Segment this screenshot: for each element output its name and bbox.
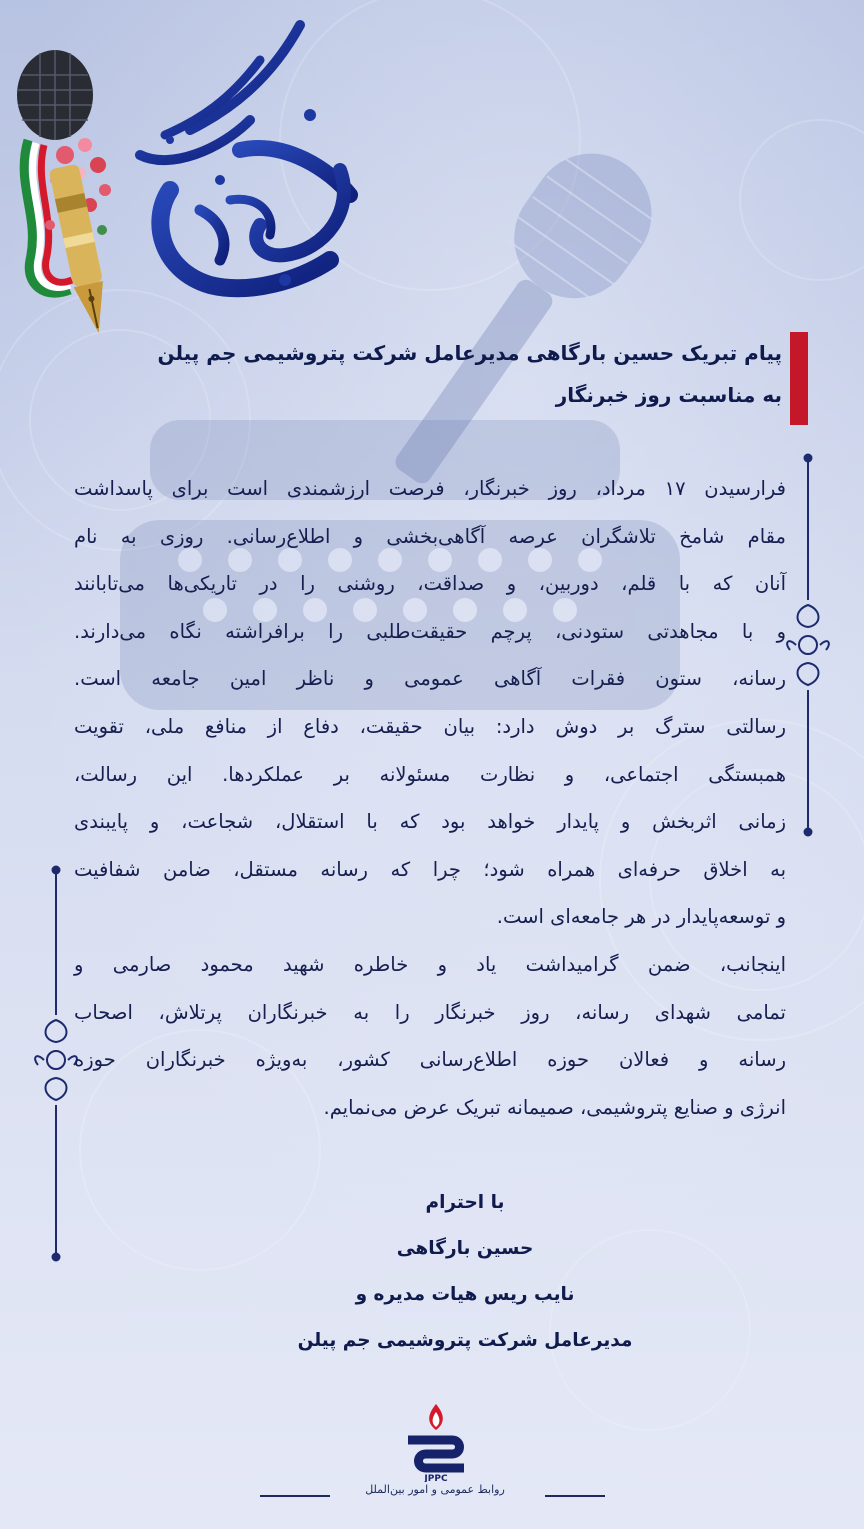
- signature-role-2: مدیرعامل شرکت پتروشیمی جم پیلن: [297, 1330, 633, 1351]
- title-accent-bar: [790, 332, 808, 425]
- body-line: مقام شامخ تلاشگران عرصه آگاهی‌بخشی و اطلاع‌رسانی. روزی به نام: [74, 524, 786, 548]
- body-line: زمانی اثربخش و پایدار خواهد بود که با استقلال، شجاعت، و پایبندی: [74, 810, 786, 834]
- title-line-2: به مناسبت روز خبرنگار: [555, 383, 782, 407]
- body-line: فرارسیدن ۱۷ مرداد، روز خبرنگار، فرصت ارزشمندی است برای پاسداشت: [74, 477, 786, 500]
- signature-name: حسین بارگاهی: [396, 1238, 534, 1259]
- body-line: تمامی شهدای رسانه، روز خبرنگار را به خبرنگاران پرتلاش، اصحاب: [74, 1000, 786, 1024]
- signature-block: [200, 1180, 730, 1364]
- footer-divider-right: [545, 1495, 605, 1497]
- khabarnegar-logo: [110, 20, 380, 310]
- footer-caption: روابط عمومی و امور بین‌الملل: [365, 1483, 505, 1496]
- body-line: رسانه و فعالان حوزه اطلاع‌رسانی کشور، به‌ویژه خبرنگاران حوزه: [74, 1048, 786, 1072]
- body-line: و توسعه‌پایدار در هر جامعه‌ای است.: [496, 905, 786, 929]
- signature-closing: با احترام: [425, 1192, 505, 1213]
- microphone-icon: [10, 45, 125, 335]
- page-title: [142, 332, 782, 416]
- message-body: [74, 465, 786, 1131]
- body-line: رسانه، ستون فقرات آگاهی عمومی و ناظر امین جامعه است.: [74, 667, 786, 691]
- footer-divider-left: [260, 1495, 330, 1497]
- body-line: رسالتی سترگ بر دوش دارد: بیان حقیقت، دفاع از منافع ملی، تقویت: [74, 714, 786, 738]
- title-line-1: پیام تبریک حسین بارگاهی مدیرعامل شرکت پتروشیمی جم پیلن: [157, 341, 782, 365]
- jppc-logo-icon: [396, 1402, 476, 1482]
- body-line: همبستگی اجتماعی، و نظارت مسئولانه بر عملکردها. این رسالت،: [74, 762, 786, 786]
- body-line: آنان که با قلم، دوربین، و صداقت، روشنی را در تاریکی‌ها می‌تابانند: [74, 572, 786, 596]
- signature-role-1: نایب ریس هیات مدیره و: [355, 1284, 575, 1305]
- body-line: انرژی و صنایع پتروشیمی، صمیمانه تبریک عرض می‌نمایم.: [323, 1095, 786, 1119]
- jppc-logo-text: JPPC: [424, 1474, 448, 1482]
- body-line: و با مجاهدتی ستودنی، پرچم حقیقت‌طلبی را برافراشته نگاه می‌دارند.: [74, 619, 786, 643]
- body-line: اینجانب، ضمن گرامیداشت یاد و خاطره شهید محمود صارمی و: [74, 952, 786, 976]
- body-line: به اخلاق حرفه‌ای همراه شود؛ چرا که رسانه مستقل، ضامن شفافیت: [74, 857, 786, 881]
